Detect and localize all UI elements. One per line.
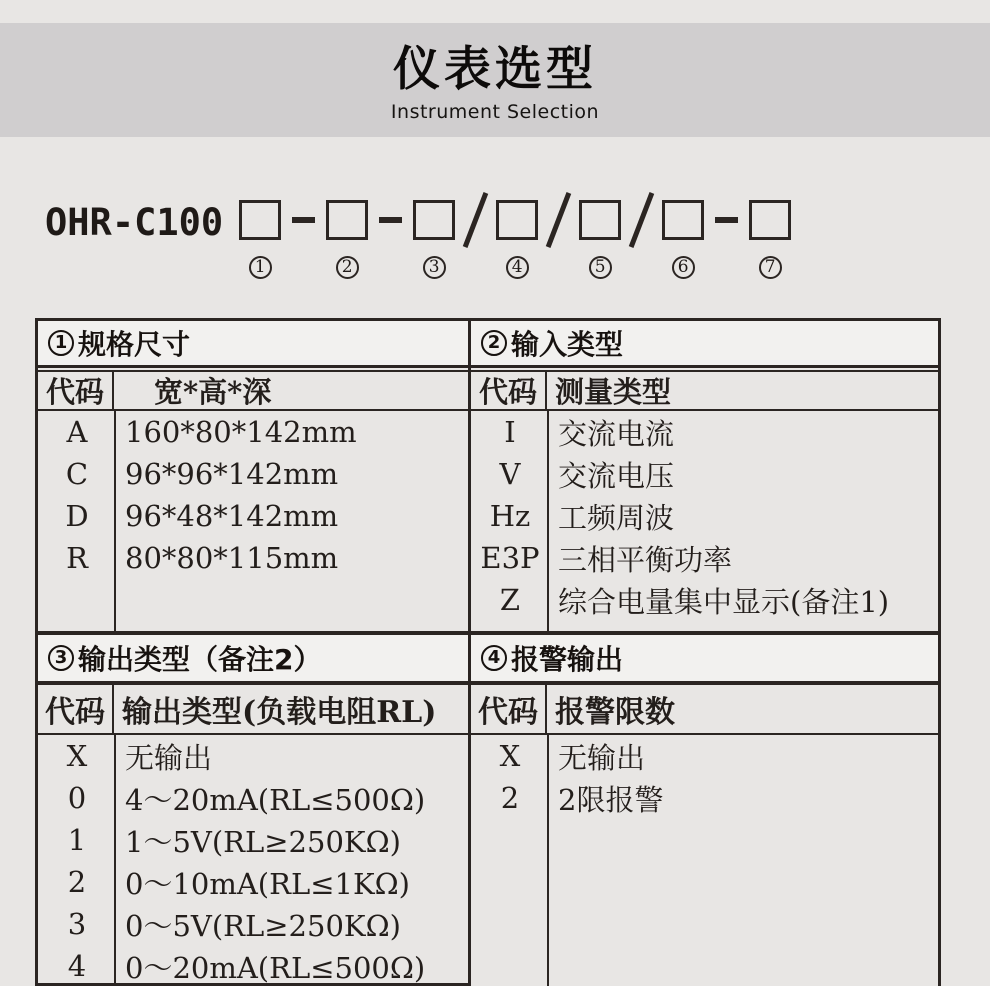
desc-cell: 80*80*115mm: [125, 541, 339, 575]
dash-separator: [379, 217, 402, 223]
code-cell: 0: [67, 781, 87, 815]
position-number-circle: 6: [672, 256, 695, 279]
column-header-desc: 输出类型(负载电阻RL): [122, 695, 437, 730]
dash-separator: [715, 217, 738, 223]
desc-cell: 无输出: [125, 740, 213, 775]
code-cell: C: [65, 457, 89, 491]
right-column: [471, 321, 938, 986]
desc-cell: 0～5V(RL≥250KΩ): [125, 908, 401, 943]
table-row: [38, 411, 468, 453]
left-column: [38, 321, 468, 986]
title-band: [0, 23, 990, 137]
table-row: [471, 579, 938, 621]
column-header-code: 代码: [471, 372, 547, 409]
code-cell: 1: [67, 823, 87, 857]
code-cell: R: [66, 541, 88, 575]
table-row: [38, 903, 468, 945]
table-row: [38, 819, 468, 861]
circled-number: 3: [48, 645, 74, 671]
section-title: 输入类型: [511, 328, 624, 361]
selection-tables: [35, 318, 941, 986]
model-code-box: [413, 200, 455, 240]
code-cell: 3: [67, 907, 87, 941]
table-row: [471, 411, 938, 453]
slash-separator: [546, 192, 571, 248]
column-header-code: 代码: [38, 685, 114, 733]
desc-cell: 1～5V(RL≥250KΩ): [125, 824, 401, 859]
model-slot-6: [662, 200, 704, 279]
slash-separator: [463, 192, 488, 248]
table-row: [38, 735, 468, 777]
table-row: [471, 777, 938, 819]
column-header-code: 代码: [471, 685, 547, 733]
section-title: 报警输出: [511, 643, 624, 676]
table-row: [38, 453, 468, 495]
column-header-desc: 测量类型: [555, 375, 672, 409]
code-cell: 2: [500, 781, 520, 815]
desc-cell: 2限报警: [558, 782, 664, 817]
model-slot-7: [749, 200, 791, 279]
model-slots: [239, 200, 791, 279]
column-header-row: [38, 372, 468, 411]
position-number-circle: 1: [249, 256, 272, 279]
section-header-input: [471, 321, 938, 368]
desc-cell: 交流电压: [558, 458, 675, 493]
desc-cell: 交流电流: [558, 416, 675, 451]
page-subtitle: Instrument Selection: [390, 101, 600, 123]
model-slot-3: [413, 200, 455, 279]
position-number-circle: 4: [506, 256, 529, 279]
section-title: 输出类型（备注2）: [78, 643, 322, 676]
model-slot-2: [326, 200, 368, 279]
page-title: 仪表选型: [393, 42, 597, 97]
code-cell: I: [504, 415, 516, 449]
column-header-row: [471, 685, 938, 735]
code-cell: D: [65, 499, 89, 533]
slash-separator: [629, 192, 654, 248]
model-code-box: [662, 200, 704, 240]
position-number-circle: 3: [423, 256, 446, 279]
table-body-input: [471, 411, 938, 631]
model-slot-1: [239, 200, 281, 279]
desc-cell: 96*48*142mm: [125, 499, 339, 533]
table-row: [38, 495, 468, 537]
section-header-spec: [38, 321, 468, 368]
column-header-desc: 宽*高*深: [154, 375, 272, 409]
position-number-circle: 5: [589, 256, 612, 279]
model-code-box: [326, 200, 368, 240]
model-code-diagram: [45, 200, 791, 279]
code-cell: Z: [499, 583, 521, 617]
table-row: [471, 735, 938, 777]
desc-cell: 160*80*142mm: [125, 415, 357, 449]
table-row: [471, 453, 938, 495]
model-code-box: [749, 200, 791, 240]
table-row: [471, 495, 938, 537]
column-header-row: [471, 372, 938, 411]
column-header-code: 代码: [38, 372, 114, 409]
circled-number: 2: [481, 330, 507, 356]
desc-cell: 无输出: [558, 740, 646, 775]
model-slot-4: [496, 200, 538, 279]
table-row: [38, 945, 468, 986]
desc-cell: 0～20mA(RL≤500Ω): [125, 950, 426, 985]
circled-number: 1: [48, 330, 74, 356]
column-header-desc: 报警限数: [555, 695, 675, 730]
section-header-output: [38, 635, 468, 685]
dash-separator: [292, 217, 315, 223]
table-row: [471, 537, 938, 579]
position-number-circle: 2: [336, 256, 359, 279]
code-cell: X: [66, 739, 88, 773]
table-body-alarm: [471, 735, 938, 986]
code-cell: X: [499, 739, 521, 773]
model-code-box: [496, 200, 538, 240]
circled-number: 4: [481, 645, 507, 671]
model-slot-5: [579, 200, 621, 279]
model-prefix: OHR-C100: [45, 201, 224, 244]
code-cell: V: [499, 457, 521, 491]
code-cell: Hz: [489, 499, 531, 533]
code-cell: E3P: [480, 541, 540, 575]
table-body-spec: [38, 411, 468, 631]
desc-cell: 三相平衡功率: [558, 542, 733, 577]
code-cell: 4: [67, 949, 87, 983]
section-title: 规格尺寸: [78, 328, 191, 361]
table-row: [38, 861, 468, 903]
section-header-alarm: [471, 635, 938, 685]
table-row: [38, 537, 468, 579]
table-row: [38, 777, 468, 819]
model-code-box: [579, 200, 621, 240]
column-header-row: [38, 685, 468, 735]
code-cell: A: [66, 415, 88, 449]
desc-cell: 工频周波: [558, 500, 675, 535]
code-cell: 2: [67, 865, 87, 899]
desc-cell: 96*96*142mm: [125, 457, 339, 491]
desc-cell: 0～10mA(RL≤1KΩ): [125, 866, 410, 901]
position-number-circle: 7: [759, 256, 782, 279]
table-body-output: [38, 735, 468, 986]
desc-cell: 综合电量集中显示(备注1): [558, 584, 890, 619]
model-code-box: [239, 200, 281, 240]
desc-cell: 4～20mA(RL≤500Ω): [125, 782, 426, 817]
